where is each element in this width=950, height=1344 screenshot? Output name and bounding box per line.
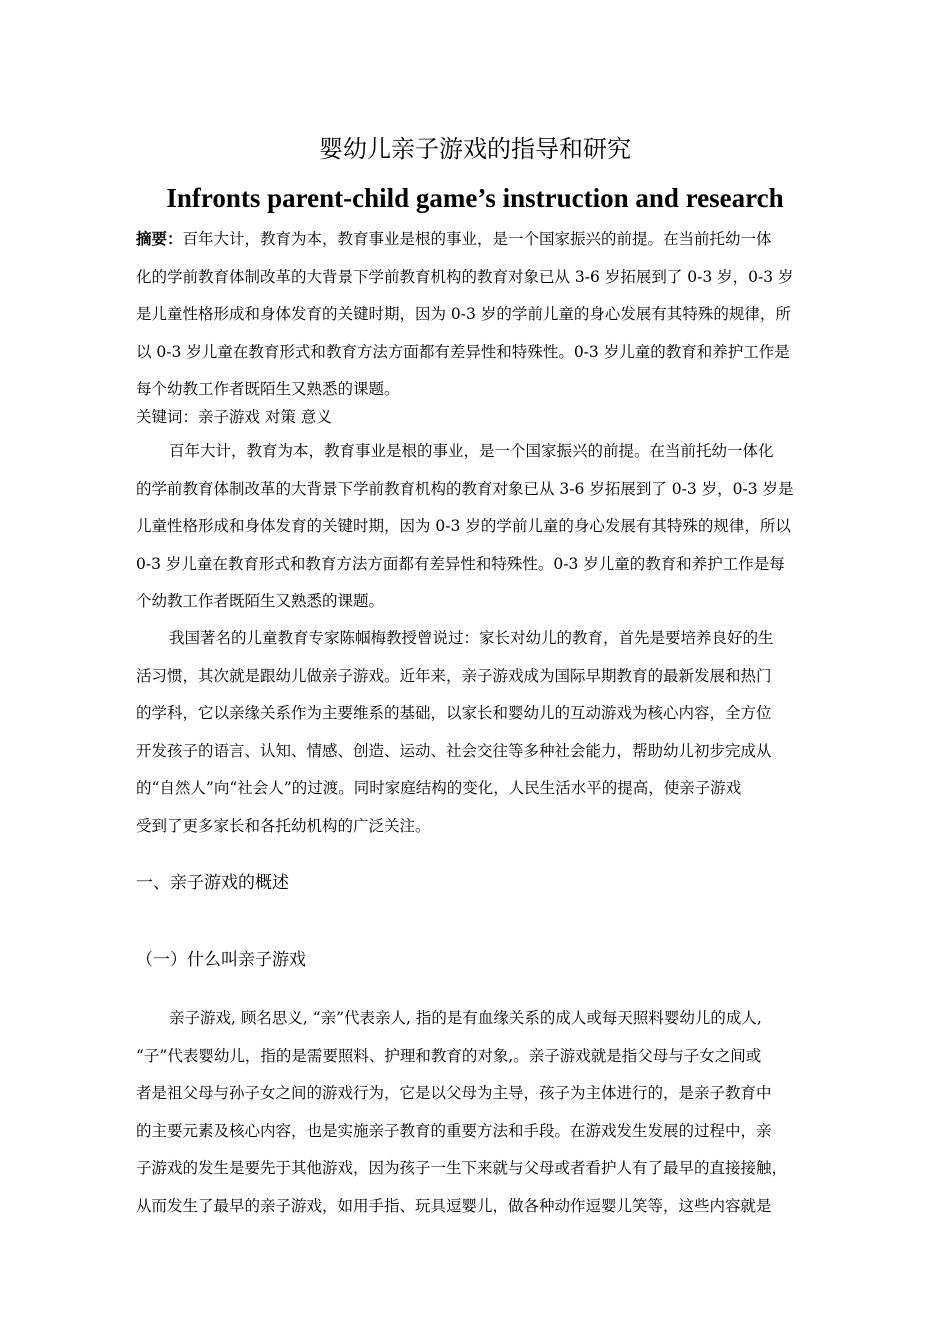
abstract-line: 化的学前教育体制改革的大背景下学前教育机构的教育对象已从 3-6 岁拓展到了 0-3 岁，0-3 岁 [136, 267, 794, 286]
abstract-label: 摘要： [136, 230, 183, 248]
abstract-line: 每个幼教工作者既陌生又熟悉的课题。 [136, 380, 400, 399]
paragraph-line: 0-3 岁儿童在教育形式和教育方法方面都有差异性和特殊性。0-3 岁儿童的教育和养护工作是每 [136, 554, 785, 573]
section-heading-2: （一）什么叫亲子游戏 [136, 950, 306, 970]
paragraph-2 [136, 620, 836, 846]
paragraph-line: 的学科，它以亲缘关系作为主要维系的基础，以家长和婴幼儿的互动游戏为核心内容，全方位 [136, 704, 772, 723]
paragraph-line: 的学前教育体制改革的大背景下学前教育机构的教育对象已从 3-6 岁拓展到了 0-3 岁，0-3 岁是 [136, 479, 794, 498]
keywords-value: 亲子游戏 对策 意义 [198, 408, 332, 426]
paragraph-line: 者是祖父母与孙子女之间的游戏行为，它是以父母为主导，孩子为主体进行的，是亲子教育中 [136, 1084, 772, 1103]
paragraph-line: 活习惯，其次就是跟幼儿做亲子游戏。近年来，亲子游戏成为国际早期教育的最新发展和热门 [136, 666, 772, 685]
abstract-line: 摘要：百年大计，教育为本，教育事业是根的事业，是一个国家振兴的前提。在当前托幼一体 [136, 230, 772, 248]
keywords-line [136, 400, 836, 434]
paragraph-line: 的主要元素及核心内容，也是实施亲子教育的重要方法和手段。在游戏发生发展的过程中，亲 [136, 1121, 772, 1140]
paragraph-line: 亲子游戏, 顾名思义, “亲”代表亲人, 指的是有血缘关系的成人或每天照料婴幼儿的成人, [169, 1009, 762, 1027]
abstract-line: 是儿童性格形成和身体发育的关键时期，因为 0-3 岁的学前儿童的身心发展有其特殊的规律，所 [136, 305, 791, 324]
title-chinese: 婴幼儿亲子游戏的指导和研究 [319, 135, 631, 163]
paragraph-line: 个幼教工作者既陌生又熟悉的课题。 [136, 592, 385, 611]
paragraph-line: 我国著名的儿童教育专家陈帼梅教授曾说过：家长对幼儿的教育，首先是要培养良好的生 [169, 629, 774, 647]
title-english: Infronts parent-child game’s instruction and research [166, 183, 784, 213]
paragraph-line: 开发孩子的语言、认知、情感、创造、运动、社会交往等多种社会能力，帮助幼儿初步完成从 [136, 741, 772, 760]
paragraph-3 [136, 1000, 836, 1226]
paragraph-line: 的“自然人”向“社会人”的过渡。同时家庭结构的变化，人民生活水平的提高，使亲子游戏 [136, 779, 742, 798]
keywords-label: 关键词： [136, 408, 199, 426]
paragraph-line: 子游戏的发生是要先于其他游戏，因为孩子一生下来就与父母或者看护人有了最早的直接接触， [136, 1159, 788, 1178]
paragraph-line: “子”代表婴幼儿，指的是需要照料、护理和教育的对象,。亲子游戏就是指父母与子女之间或 [136, 1046, 762, 1065]
paragraph-line: 儿童性格形成和身体发育的关键时期，因为 0-3 岁的学前儿童的身心发展有其特殊的规律，所以 [136, 517, 791, 536]
abstract-block [136, 221, 836, 409]
abstract-line: 以 0-3 岁儿童在教育形式和教育方法方面都有差异性和特殊性。0-3 岁儿童的教育和养护工作是 [136, 342, 790, 361]
paragraph-line: 从而发生了最早的亲子游戏，如用手指、玩具逗婴儿，做各种动作逗婴儿笑等，这些内容就是 [136, 1196, 772, 1215]
paragraph-line: 受到了更多家长和各托幼机构的广泛关注。 [136, 816, 431, 835]
section-heading-1: 一、亲子游戏的概述 [136, 873, 289, 893]
paragraph-line: 百年大计，教育为本，教育事业是根的事业，是一个国家振兴的前提。在当前托幼一体化 [169, 442, 774, 460]
paragraph-1 [136, 433, 836, 621]
